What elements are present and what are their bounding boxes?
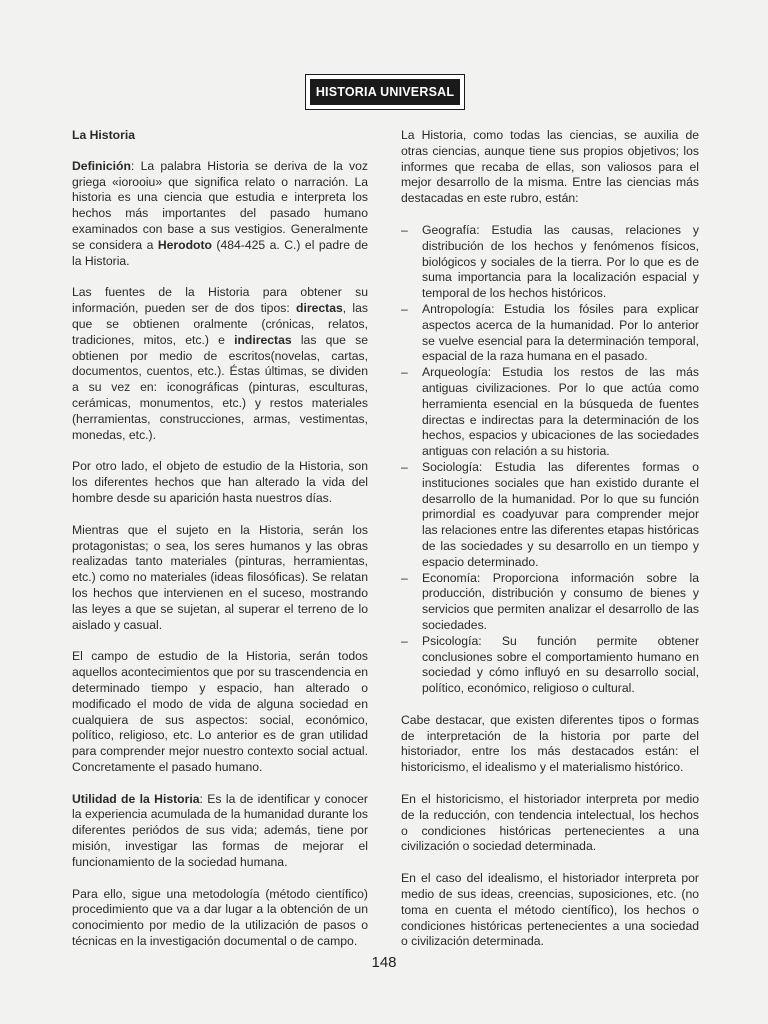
- direct-label: directas: [296, 301, 343, 316]
- utility-label: Utilidad de la Historia: [72, 791, 200, 806]
- indirect-label: indirectas: [234, 332, 292, 347]
- right-column: [401, 128, 699, 966]
- list-item: – Sociología: Estudia las diferentes formas o instituciones sociales que han existido durante el desarrollo de la humanidad. Por lo que su función primordial es coadyuvar para comprender mejor las relaciones entre las diferentes etapas históricas de las sociedades y su desarrollo en un tiempo y espacio determinado.: [401, 460, 699, 571]
- title-frame: [305, 74, 465, 110]
- field-paragraph: El campo de estudio de la Historia, serán todos aquellos acontecimientos que por su trascendencia en determinado tiempo y espacio, han alterado o modificado el modo de vida de alguna sociedad en cualquiera de sus aspectos: social, económico, político, religioso, etc. Lo anterior es de gran utilidad para comprender mejor nuestro contexto social actual. Concretamente el pasado humano.: [72, 649, 368, 774]
- definition-text: : La palabra Historia se deriva de la voz griega «iorooiu» que significa relato o narración. La historia es una ciencia que estudia e interpreta los hechos más importantes del pasado humano examinados con base a sus vestigios. Generalmente se considera a: [72, 158, 368, 252]
- utility-text: : Es la de identificar y conocer la experiencia acumulada de la humanidad durante los diferentes periódos de sus vida; además, tiene por misión, investigar las formas de mejorar el funcionamiento de la sociedad humana.: [72, 791, 368, 869]
- auxiliary-sciences-list: [401, 223, 699, 697]
- list-item: – Antropología: Estudia los fósiles para explicar aspectos acerca de la humanidad. Por lo anterior se vuelve esencial para la determinación temporal, espacial de la raza humana en el pasado.: [401, 302, 699, 365]
- intro-paragraph: La Historia, como todas las ciencias, se auxilia de otras ciencias, aunque tiene sus propios objetivos; los informes que recaba de ellas, son valiosos para el mejor desarrollo de la misma. Entre las ciencias más destacadas en este rubro, están:: [401, 128, 699, 206]
- section-heading: La Historia: [72, 128, 135, 142]
- sources-text: Las fuentes de la Historia para obtener su información, pueden ser de dos tipos:: [72, 285, 368, 316]
- sources-paragraph: [72, 285, 368, 443]
- interpretation-paragraph: Cabe destacar, que existen diferentes tipos o formas de interpretación de la historia por parte del historiador, entre los más destacados están: el historicismo, el idealismo y el materialismo histórico.: [401, 712, 699, 775]
- historicism-paragraph: En el historicismo, el historiador interpreta por medio de la reducción, con tendencia intelectual, los hechos o condiciones históricas pertenecientes a una civilización o sociedad determinada.: [401, 792, 699, 854]
- subject-paragraph: Mientras que el sujeto en la Historia, serán los protagonistas; o sea, los seres humanos y las obras realizadas tanto materiales (pinturas, herramientas, etc.) como no materiales (ideas filosóficas). Se relatan los hechos que intervienen en el suceso, mostrando las leyes a que se sujetan, al superar el terreno de lo aislado y casual.: [72, 522, 368, 632]
- utility-paragraph: [72, 792, 368, 871]
- page-number: 148: [371, 954, 397, 971]
- list-item: – Psicología: Su función permite obtener conclusiones sobre el comportamiento humano en sociedad y cómo influyó en su desarrollo social, político, económico, religioso o cultural.: [401, 634, 699, 697]
- list-item: – Arqueología: Estudia los restos de las más antiguas civilizaciones. Por lo que actúa como herramienta esencial en la búsqueda de fuentes directas e indirectas para la determinación de los hechos, espacios y ubicaciones de las sociedades antiguas con relación a su historia.: [401, 365, 699, 460]
- definition-paragraph: [72, 159, 368, 270]
- sources-text-mid: , las que se obtienen oralmente (crónicas, relatos, tradiciones, mitos, etc.) e: [72, 301, 368, 347]
- sources-text-end: las que se obtienen por medio de escritos(novelas, cartas, documentos, cuentos, etc.). Éstas últimas, se dividen a su vez en: iconográficas (pinturas, esculturas, cerámicas, monumentos, etc.) y restos materiales (herramientas, construcciones, armas, vestimentas, monedas, etc.).: [72, 332, 368, 442]
- page-title: HISTORIA UNIVERSAL: [310, 79, 460, 105]
- idealism-paragraph: En el caso del idealismo, el historiador interpreta por medio de sus ideas, creencias, suposiciones, etc. (no toma en cuenta el método científico), los hechos o condiciones históricas pertenecientes a una sociedad o civilización determinada.: [401, 871, 699, 949]
- definition-label: Definición: [72, 158, 131, 173]
- object-paragraph: Por otro lado, el objeto de estudio de la Historia, son los diferentes hechos que han alterado la vida del hombre desde su aparición hasta nuestros días.: [72, 459, 368, 505]
- definition-text-end: (484-425 a. C.) el padre de la Historia.: [72, 237, 369, 268]
- list-item: – Economía: Proporciona información sobre la producción, distribución y consumo de bienes y servicios que permiten analizar el desarrollo de las sociedades.: [401, 571, 699, 634]
- method-paragraph: Para ello, sigue una metodología (método científico) procedimiento que va a dar lugar a la obtención de un conocimiento por medio de la utilización de pasos o técnicas en la investigación documental o de campo.: [72, 886, 368, 949]
- list-item: – Geografía: Estudia las causas, relaciones y distribución de los hechos y fenómenos físicos, biológicos y sociales de la tierra. Por lo que es de suma importancia para la localización espacial y temporal de los hechos históricos.: [401, 223, 699, 302]
- left-column: [72, 128, 368, 966]
- herodoto-label: Herodoto: [157, 237, 212, 252]
